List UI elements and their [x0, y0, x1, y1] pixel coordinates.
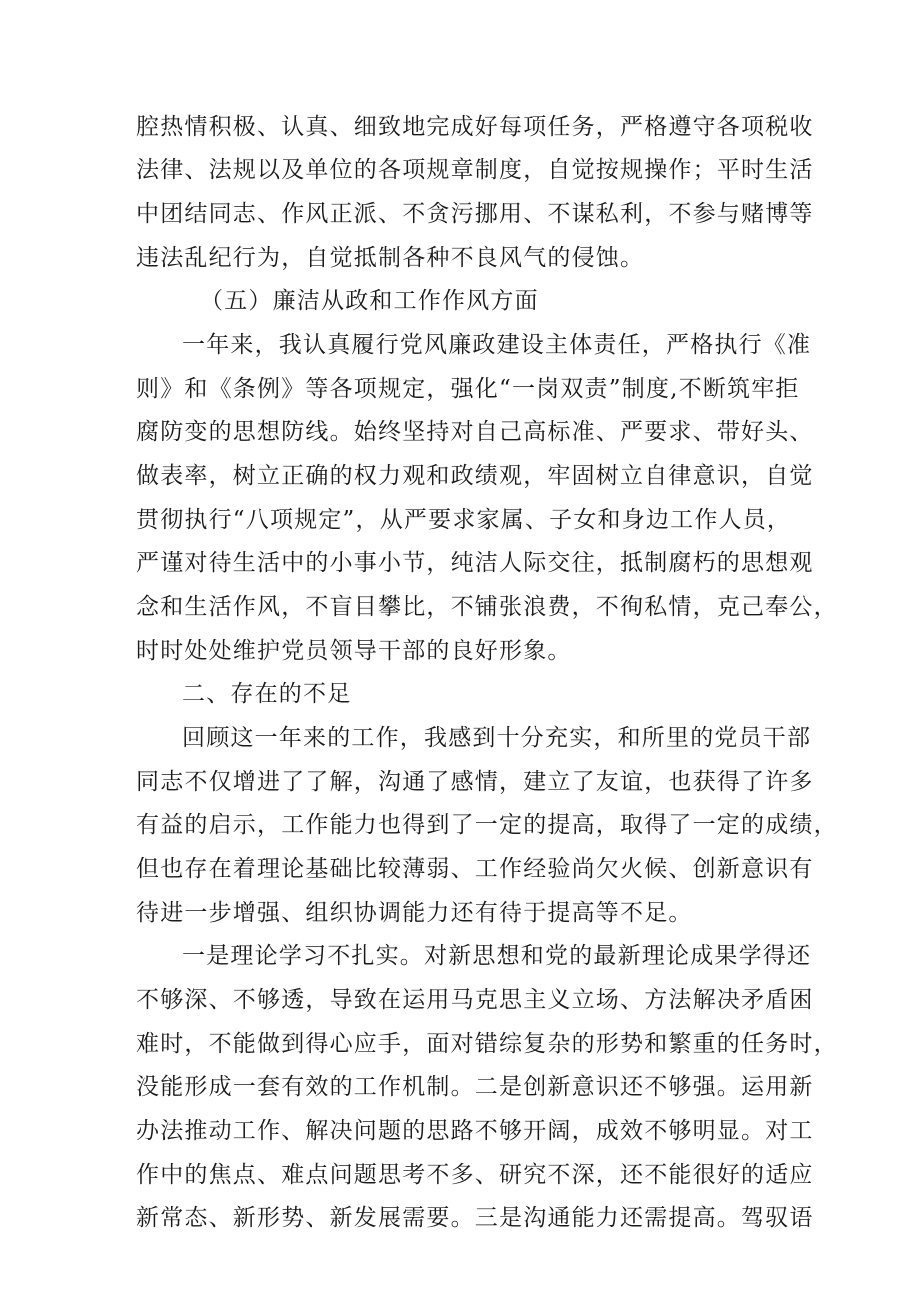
body-text-line: 法律、法规以及单位的各项规章制度，自觉按规操作；平时生活: [136, 157, 814, 183]
body-text-line: 违法乱纪行为，自觉抵制各种不良风气的侵蚀。: [136, 245, 645, 271]
body-text-line: 念和生活作风，不盲目攀比，不铺张浪费，不徇私情，克己奉公，: [136, 594, 838, 620]
section-heading: 二、存在的不足: [182, 681, 352, 707]
body-text-line: 有益的启示，工作能力也得到了一定的提高，取得了一定的成绩，: [136, 812, 838, 838]
paragraph-first-line: 一年来，我认真履行党风廉政建设主体责任，严格执行《准: [182, 332, 812, 358]
body-text-line: 作中的焦点、难点问题思考不多、研究不深，还不能很好的适应: [136, 1162, 814, 1188]
body-text-line: 同志不仅增进了了解，沟通了感情，建立了友谊，也获得了许多: [136, 769, 814, 795]
body-text-line: 腐防变的思想防线。始终坚持对自己高标准、严要求、带好头、: [136, 419, 814, 445]
body-text-line: 时时处处维护党员领导干部的良好形象。: [136, 638, 572, 664]
body-text-line: 不够深、不够透，导致在运用马克思主义立场、方法解决矛盾困: [136, 987, 814, 1013]
body-text-line: 办法推动工作、解决问题的思路不够开阔，成效不够明显。对工: [136, 1118, 814, 1144]
body-text-line: 做表率，树立正确的权力观和政绩观，牢固树立自律意识，自觉: [136, 463, 814, 489]
body-text-line: 难时，不能做到得心应手，面对错综复杂的形势和繁重的任务时，: [136, 1031, 838, 1057]
body-text-line: 没能形成一套有效的工作机制。二是创新意识还不够强。运用新: [136, 1074, 814, 1100]
body-text-line: 则》和《条例》等各项规定，强化“一岗双责”制度,不断筑牢拒: [136, 376, 800, 402]
paragraph-first-line: 回顾这一年来的工作，我感到十分充实，和所里的党员干部: [182, 725, 812, 751]
body-text-line: 中团结同志、作风正派、不贪污挪用、不谋私利，不参与赌博等: [136, 201, 814, 227]
body-text-line: 腔热情积极、认真、细致地完成好每项任务，严格遵守各项税收: [136, 114, 814, 140]
body-text-line: 新常态、新形势、新发展需要。三是沟通能力还需提高。驾驭语: [136, 1205, 814, 1231]
body-text-line: 但也存在着理论基础比较薄弱、工作经验尚欠火候、创新意识有: [136, 856, 814, 882]
section-heading: （五）廉洁从政和工作作风方面: [200, 288, 539, 314]
body-text-line: 待进一步增强、组织协调能力还有待于提高等不足。: [136, 900, 693, 926]
body-text-line: 严谨对待生活中的小事小节，纯洁人际交往，抵制腐朽的思想观: [136, 550, 814, 576]
paragraph-first-line: 一是理论学习不扎实。对新思想和党的最新理论成果学得还: [182, 943, 812, 969]
body-text-line: 贯彻执行“八项规定”，从严要求家属、子女和身边工作人员，: [136, 507, 792, 533]
